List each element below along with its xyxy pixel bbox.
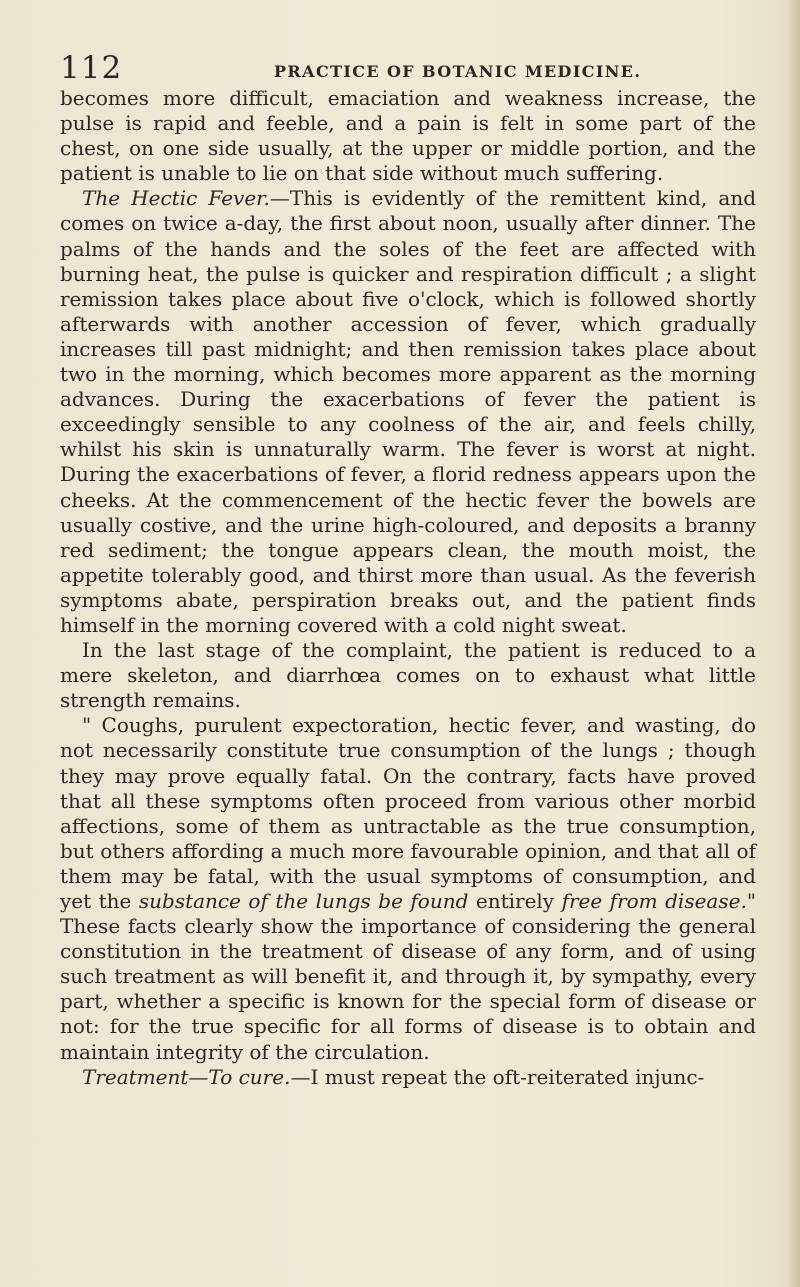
paragraph-quotation (60, 713, 756, 1064)
quotation-italic-1: substance of the lungs be found (138, 889, 469, 913)
page-edge-shadow (786, 0, 800, 1287)
page-header (60, 50, 760, 86)
quotation-text-3: " These facts clearly show the importance of considering the general constitution in the treatment of disease of any form, and of using such treatment as will benefit it, and through it, by sympathy, every part, whether a specific is known for the special form of disease or not: for the true specific for all forms of disease is to obtain and maintain integrity of the circulation. (60, 889, 757, 1064)
paragraph-last-stage (60, 638, 756, 713)
quotation-italic-2: free from disease. (561, 889, 747, 913)
section-heading-treatment: Treatment—To cure. (82, 1064, 291, 1089)
paragraph-treatment (60, 1065, 756, 1090)
body-text (60, 86, 756, 1090)
paragraph-hectic-fever (60, 186, 756, 638)
quotation-text-1: " Coughs, purulent expectoration, hectic fever, and wasting, do not necessarily constitute true consumption of the lungs ; though they may prove equally fatal. On the contrary, facts have proved that all these symptoms often proceed from various other morbid affections, some of them as untractable as the true consumption, but others affording a much more favourable opinion, and that all of them may be fatal, with the usual symptoms of consumption, and yet the (60, 713, 756, 913)
paragraph-last-stage-text: In the last stage of the complaint, the patient is reduced to a mere skeleton, and diarrhœa comes on to exhaust what little strength remains. (60, 638, 756, 713)
paragraph-1-text: becomes more difficult, emaciation and weakness increase, the pulse is rapid and feeble, and a pain is felt in some part of the chest, on one side usually, at the upper or middle portion, and the patient is unable to lie on that side without much suffering. (60, 86, 756, 186)
paragraph-treatment-text: —I must repeat the oft-reiterated injunc- (290, 1064, 705, 1089)
running-head: PRACTICE OF BOTANIC MEDICINE. (274, 62, 642, 81)
quotation-text-2: entirely (468, 889, 562, 913)
page-number: 112 (60, 50, 123, 86)
paragraph-1 (60, 86, 756, 186)
paragraph-hectic-fever-text: —This is evidently of the remittent kind, and comes on twice a-day, the first about noon, usually after dinner. The palms of the hands and the soles of the feet are affected with burning heat, the pulse is quicker and respiration difficult ; a slight remission takes place about five o'clock, which is followed shortly afterwards with another accession of fever, which gradually increases till past midnight; and then remission takes place about two in the morning, which becomes more apparent as the morning advances. During the exacerbations of fever the patient is exceedingly sensible to any coolness of the air, and feels chilly, whilst his skin is unnaturally warm. The fever is worst at night. During the exacerbations of fever, a florid redness appears upon the cheeks. At the commencement of the hectic fever the bowels are usually costive, and the urine high-coloured, and deposits a branny red sediment; the tongue appears clean, the mouth moist, the appetite tolerably good, and thirst more than usual. As the feverish symptoms abate, perspiration breaks out, and the patient finds himself in the morning covered with a cold night sweat. (60, 186, 756, 637)
section-heading-hectic-fever: The Hectic Fever. (82, 186, 270, 211)
